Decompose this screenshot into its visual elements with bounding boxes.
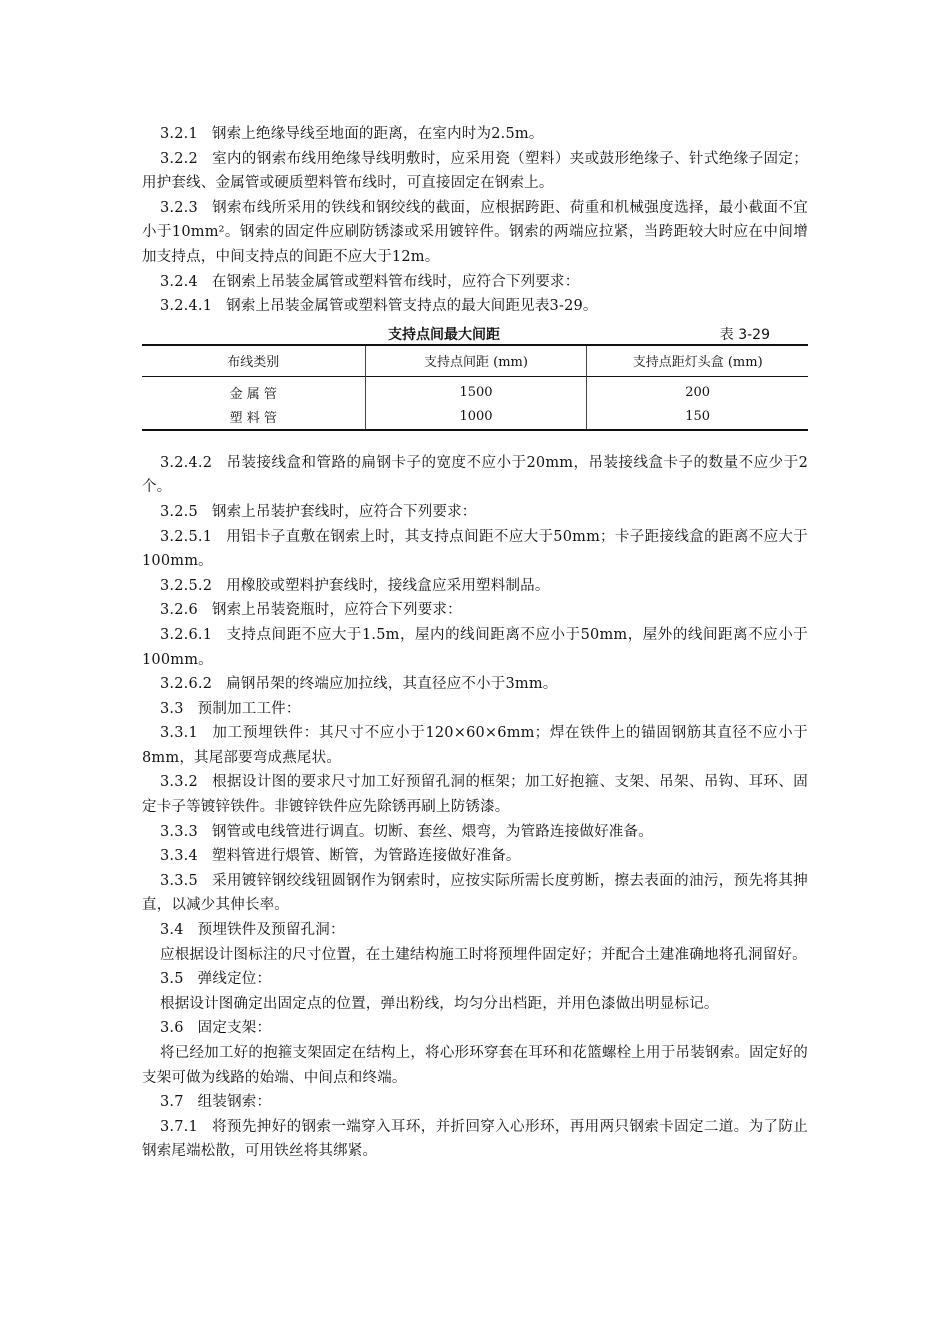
paragraph bbox=[142, 623, 808, 672]
paragraph-text: 应根据设计图标注的尺寸位置，在土建结构施工时将预埋件固定好；并配合土建准确地将孔洞留好。 bbox=[160, 946, 807, 963]
clause-number: 3.2.5 bbox=[160, 503, 198, 520]
paragraph-text: 预埋铁件及预留孔洞： bbox=[197, 922, 345, 939]
paragraph bbox=[142, 1041, 808, 1090]
paragraph-text: 钢索上绝缘导线至地面的距离，在室内时为2.5m。 bbox=[211, 126, 544, 142]
paragraph bbox=[142, 574, 808, 599]
paragraph bbox=[142, 196, 808, 270]
paragraph-text: 钢索上吊装护套线时，应符合下列要求： bbox=[211, 503, 477, 520]
paragraph bbox=[142, 1090, 808, 1115]
clause-number: 3.3.5 bbox=[160, 872, 198, 889]
paragraph bbox=[142, 147, 808, 196]
paragraph bbox=[142, 1115, 808, 1164]
document-page bbox=[142, 122, 808, 1164]
paragraph-text: 根据设计图的要求尺寸加工好预留孔洞的框架；加工好抱箍、支架、吊架、吊钩、耳环、固定卡子等镀锌铁件。非镀锌铁件应先除锈再刷上防锈漆。 bbox=[142, 774, 808, 816]
paragraph bbox=[142, 525, 808, 574]
clause-number: 3.2.6.1 bbox=[160, 626, 213, 643]
paragraph-text: 用橡胶或塑料护套线时，接线盒应采用塑料制品。 bbox=[226, 577, 550, 594]
table-cell: 200 bbox=[587, 376, 808, 405]
table-cell: 金 属 管 bbox=[229, 387, 277, 403]
clause-number: 3.3.4 bbox=[160, 848, 198, 865]
paragraph-text: 固定支架： bbox=[197, 1020, 272, 1037]
paragraph bbox=[142, 992, 808, 1017]
paragraph-text: 弹线定位： bbox=[197, 971, 272, 988]
paragraph bbox=[142, 697, 808, 722]
clause-number: 3.2.4.2 bbox=[160, 454, 213, 471]
paragraph-text: 用铝卡子直敷在钢索上时，其支持点间距不应大于50mm；卡子距接线盒的距离不应大于100mm。 bbox=[142, 528, 808, 570]
table-row bbox=[142, 405, 808, 430]
paragraph bbox=[142, 820, 808, 845]
paragraph bbox=[142, 721, 808, 770]
paragraph bbox=[142, 918, 808, 943]
clause-number: 3.6 bbox=[160, 1020, 184, 1037]
paragraph bbox=[142, 500, 808, 525]
clause-number: 3.2.1 bbox=[160, 126, 198, 142]
table-cell: 150 bbox=[587, 405, 808, 430]
clause-number: 3.3.3 bbox=[160, 823, 198, 840]
paragraph bbox=[142, 967, 808, 992]
paragraph-text: 根据设计图确定出固定点的位置，弹出粉线，均匀分出档距，并用色漆做出明显标记。 bbox=[160, 995, 719, 1012]
spacing-table bbox=[142, 344, 808, 431]
clause-number: 3.5 bbox=[160, 971, 184, 988]
paragraph-text: 预制加工工件： bbox=[197, 700, 301, 717]
table-cell: 1500 bbox=[365, 376, 587, 405]
table-header-row bbox=[142, 345, 808, 377]
clause-number: 3.3.1 bbox=[160, 725, 198, 742]
paragraph-text: 将预先抻好的钢索一端穿入耳环，并折回穿入心形环，再用两只钢索卡固定二道。为了防止钢索尾端松散，可用铁丝将其绑紧。 bbox=[142, 1118, 808, 1160]
table-header-cell: 支持点距灯头盒 (mm) bbox=[587, 345, 808, 377]
paragraph bbox=[142, 672, 808, 697]
table-header-cell: 布线类别 bbox=[227, 355, 280, 371]
paragraph-text: 在钢索上吊装金属管或塑料管布线时，应符合下列要求： bbox=[211, 273, 580, 290]
table-caption bbox=[142, 322, 808, 344]
paragraph bbox=[142, 122, 808, 147]
paragraph bbox=[142, 943, 808, 968]
clause-number: 3.2.3 bbox=[160, 199, 198, 216]
table-header-cell: 支持点间距 (mm) bbox=[365, 345, 587, 377]
table-cell: 塑 料 管 bbox=[229, 411, 277, 427]
clause-number: 3.2.6 bbox=[160, 602, 198, 619]
table-title: 支持点间最大间距 bbox=[388, 326, 500, 343]
paragraph-text: 塑料管进行煨管、断管，为管路连接做好准备。 bbox=[211, 848, 521, 865]
paragraph bbox=[142, 451, 808, 500]
paragraph bbox=[142, 770, 808, 819]
clause-number: 3.2.2 bbox=[160, 150, 198, 167]
paragraph-text: 钢索上吊装金属管或塑料管支持点的最大间距见表3-29。 bbox=[226, 298, 598, 315]
clause-number: 3.7 bbox=[160, 1094, 184, 1111]
table-cell: 1000 bbox=[365, 405, 587, 430]
paragraph bbox=[142, 598, 808, 623]
clause-number: 3.2.4 bbox=[160, 273, 198, 290]
top-paragraphs bbox=[142, 122, 808, 319]
clause-number: 3.4 bbox=[160, 922, 184, 939]
bottom-paragraphs bbox=[142, 451, 808, 1164]
paragraph-text: 组装钢索： bbox=[197, 1094, 272, 1111]
table-row bbox=[142, 376, 808, 405]
clause-number: 3.2.5.2 bbox=[160, 577, 213, 594]
paragraph bbox=[142, 270, 808, 295]
paragraph-text: 采用镀锌钢绞线钮圆钢作为钢索时，应按实际所需长度剪断，擦去表面的油污，预先将其抻直，以减少其伸长率。 bbox=[142, 872, 808, 914]
table-number: 表 3-29 bbox=[719, 326, 770, 343]
clause-number: 3.3.2 bbox=[160, 774, 198, 791]
paragraph bbox=[142, 869, 808, 918]
paragraph-text: 支持点间距不应大于1.5m，屋内的线间距离不应小于50mm，屋外的线间距离不应小于100mm。 bbox=[142, 626, 808, 668]
clause-number: 3.2.5.1 bbox=[160, 528, 213, 545]
paragraph-text: 钢索上吊装瓷瓶时，应符合下列要求： bbox=[211, 602, 462, 619]
paragraph-text: 钢管或电线管进行调直。切断、套丝、煨弯，为管路连接做好准备。 bbox=[211, 823, 653, 840]
paragraph bbox=[142, 1016, 808, 1041]
paragraph bbox=[142, 294, 808, 319]
paragraph bbox=[142, 844, 808, 869]
paragraph-text: 将已经加工好的抱箍支架固定在结构上，将心形环穿套在耳环和花篮螺栓上用于吊装钢索。固定好的支架可做为线路的始端、中间点和终端。 bbox=[142, 1045, 808, 1086]
paragraph-text: 加工预埋铁件：其尺寸不应小于120×60×6mm；焊在铁件上的锚固钢筋其直径不应小于8mm，其尾部要弯成燕尾状。 bbox=[142, 725, 808, 766]
paragraph-text: 扁钢吊架的终端应加拉线，其直径应不小于3mm。 bbox=[226, 676, 558, 693]
clause-number: 3.7.1 bbox=[160, 1118, 198, 1135]
paragraph-text: 钢索布线所采用的铁线和钢绞线的截面，应根据跨距、荷重和机械强度选择，最小截面不宜小于10mm²。钢索的固定件应刷防锈漆或采用镀锌件。钢索的两端应拉紧，当跨距较大时应在中间增加支持点，中间支持点的间距不应大于12m。 bbox=[142, 199, 808, 265]
paragraph-text: 吊装接线盒和管路的扁钢卡子的宽度不应小于20mm，吊装接线盒卡子的数量不应少于2个。 bbox=[142, 454, 808, 496]
clause-number: 3.2.6.2 bbox=[160, 676, 213, 693]
paragraph-text: 室内的钢索布线用绝缘导线明敷时，应采用瓷（塑料）夹或鼓形绝缘子、针式绝缘子固定；用护套线、金属管或硬质塑料管布线时，可直接固定在钢索上。 bbox=[142, 150, 808, 192]
clause-number: 3.3 bbox=[160, 700, 184, 717]
clause-number: 3.2.4.1 bbox=[160, 298, 213, 315]
